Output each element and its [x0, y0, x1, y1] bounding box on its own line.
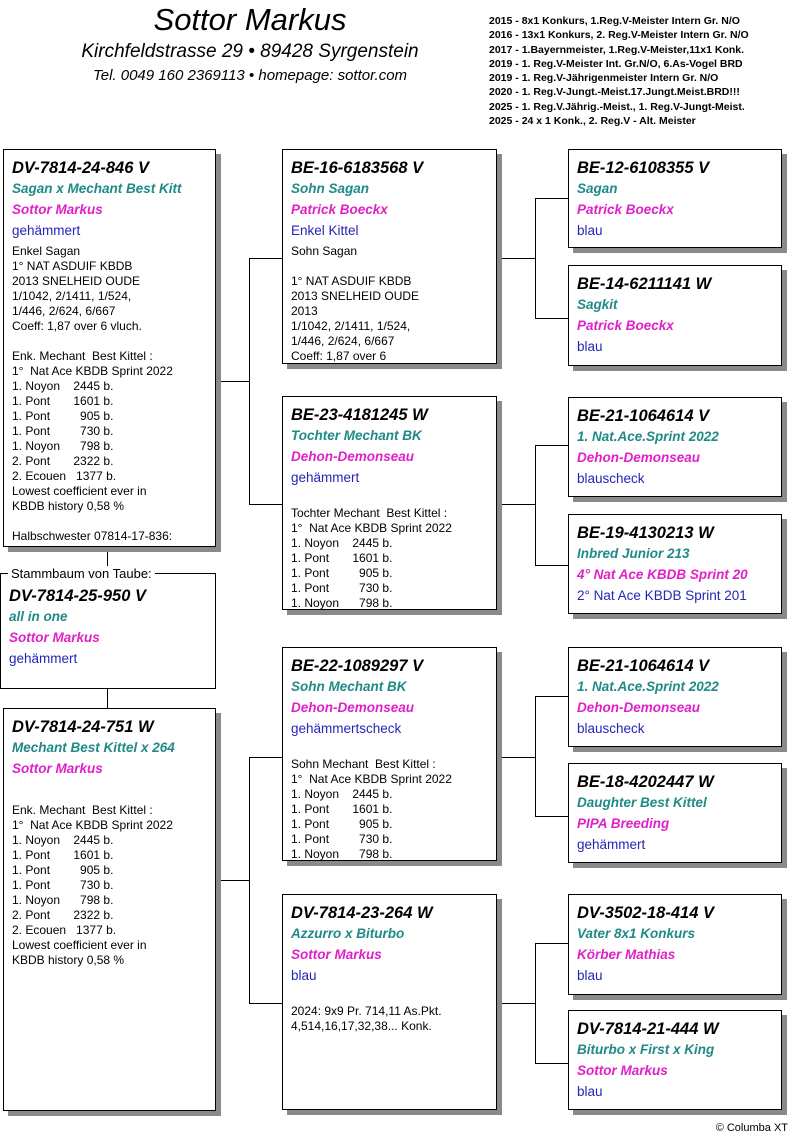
- color: blauscheck: [577, 471, 645, 486]
- pedigree-card-father: [3, 149, 216, 547]
- pedigree-card-ffm: [568, 265, 782, 366]
- breeder-contact: Tel. 0049 160 2369113 • homepage: sottor.com: [92, 67, 408, 84]
- pedigree-card-fmm: [568, 514, 782, 614]
- achievement-item: 2019 - 1. Reg.V-Jährigenmeister Intern Gr. N/O: [489, 72, 719, 85]
- connector-line: [216, 381, 249, 382]
- ring-number: BE-18-4202447 W: [577, 773, 714, 791]
- color: 2° Nat Ace KBDB Sprint 201: [577, 588, 747, 603]
- connector-line: [535, 198, 536, 319]
- connector-line: [535, 943, 568, 944]
- color: gehämmert: [577, 837, 646, 852]
- pedigree-card-mother-dam: [282, 894, 497, 1110]
- connector-line: [497, 1003, 535, 1004]
- ring-number: DV-7814-21-444 W: [577, 1020, 719, 1038]
- pigeon-notes: Sohn Sagan 1° NAT ASDUIF KBDB 2013 SNELHEID OUDE 2013 1/1042, 2/1411, 1/524, 1/446, 2/624, 6/667 Coeff: 1,87 over 6: [291, 244, 420, 363]
- connector-line: [249, 504, 282, 505]
- connector-line: [249, 757, 282, 758]
- ring-number: DV-7814-25-950 V: [9, 587, 146, 605]
- breeder: Sottor Markus: [12, 202, 103, 217]
- pedigree-subject-label: Stammbaum von Taube:: [8, 566, 155, 581]
- pigeon-name: Sagan x Mechant Best Kitt: [12, 181, 182, 196]
- pigeon-notes: Enkel Sagan 1° NAT ASDUIF KBDB 2013 SNELHEID OUDE 1/1042, 2/1411, 1/524, 1/446, 2/624, 6/667 Coeff: 1,87 over 6 vluch. Enk. Mechant Best Kittel : 1° Nat Ace KBDB Sprint 2022 1. Noyon 2445 b. 1. Pont 1601 b. 1. Pont 905 b. 1. Pont 730 b. 1. Noyon 798 b. 2. Pont 2322 b. 2. Ecouen 1377 b. Lowest coefficient ever in KBDB history 0,58 % Halbschwester 07814-17-836:: [12, 244, 173, 543]
- color: gehämmertscheck: [291, 721, 402, 736]
- achievement-item: 2020 - 1. Reg.V-Jungt.-Meist.17.Jungt.Meist.BRD!!!: [489, 86, 740, 99]
- achievement-item: 2015 - 8x1 Konkurs, 1.Reg.V-Meister Intern Gr. N/O: [489, 15, 740, 27]
- copyright-footer: © Columba XT: [715, 1122, 788, 1134]
- breeder: Patrick Boeckx: [577, 318, 674, 333]
- color: blau: [577, 339, 603, 354]
- ring-number: BE-19-4130213 W: [577, 524, 714, 542]
- ring-number: BE-21-1064614 V: [577, 657, 710, 675]
- breeder: Körber Mathias: [577, 947, 676, 962]
- color: blau: [577, 968, 603, 983]
- pigeon-notes: 2024: 9x9 Pr. 714,11 As.Pkt. 4,514,16,17,32,38... Konk.: [291, 1004, 442, 1033]
- breeder: Sottor Markus: [12, 761, 103, 776]
- pigeon-name: Tochter Mechant BK: [291, 428, 422, 443]
- ring-number: BE-21-1064614 V: [577, 407, 710, 425]
- ring-number: BE-22-1089297 V: [291, 657, 424, 675]
- pigeon-name: Inbred Junior 213: [577, 546, 690, 561]
- pedigree-card-mmm: [568, 1010, 782, 1110]
- connector-line: [249, 258, 282, 259]
- breeder: Dehon-Demonseau: [577, 700, 701, 715]
- connector-line: [535, 943, 536, 1064]
- ring-number: DV-3502-18-414 V: [577, 904, 714, 922]
- connector-line: [216, 880, 249, 881]
- connector-line: [107, 688, 108, 708]
- connector-line: [497, 757, 535, 758]
- pedigree-card-father-sire: [282, 149, 497, 364]
- pigeon-notes: Sohn Mechant Best Kittel : 1° Nat Ace KBDB Sprint 2022 1. Noyon 2445 b. 1. Pont 1601 b. 1. Pont 905 b. 1. Pont 730 b. 1. Noyon 798 b.: [291, 757, 452, 861]
- breeder: Dehon-Demonseau: [577, 450, 701, 465]
- connector-line: [535, 445, 568, 446]
- pedigree-card-fmf: [568, 397, 782, 497]
- achievement-item: 2017 - 1.Bayernmeister, 1.Reg.V-Meister,11x1 Konk.: [489, 43, 745, 56]
- breeder-name: Sottor Markus: [153, 2, 347, 37]
- pigeon-name: Sagkit: [577, 297, 618, 312]
- ring-number: BE-12-6108355 V: [577, 159, 710, 177]
- pedigree-card-mfm: [568, 763, 782, 863]
- ring-number: DV-7814-24-846 V: [12, 159, 149, 177]
- pedigree-card-fff: [568, 149, 782, 248]
- achievement-item: 2025 - 1. Reg.V.Jährig.-Meist., 1. Reg.V-Jungt-Meist.: [489, 100, 745, 113]
- pigeon-notes: Enk. Mechant Best Kittel : 1° Nat Ace KBDB Sprint 2022 1. Noyon 2445 b. 1. Pont 1601 b. 1. Pont 905 b. 1. Pont 730 b. 1. Noyon 798 b. 2. Pont 2322 b. 2. Ecouen 1377 b. Lowest coefficient ever in KBDB history 0,58 %: [12, 803, 173, 967]
- ring-number: BE-16-6183568 V: [291, 159, 424, 177]
- pedigree-card-subject: [0, 573, 216, 689]
- connector-line: [497, 504, 535, 505]
- breeder-address: Kirchfeldstrasse 29 • 89428 Syrgenstein: [81, 41, 419, 62]
- connector-line: [535, 816, 568, 817]
- color: gehämmert: [9, 651, 78, 666]
- connector-line: [535, 198, 568, 199]
- breeder: 4° Nat Ace KBDB Sprint 20: [577, 567, 748, 582]
- connector-line: [535, 445, 536, 566]
- connector-line: [249, 1003, 282, 1004]
- pigeon-name: Sohn Sagan: [291, 181, 370, 196]
- color: blauscheck: [577, 721, 645, 736]
- pedigree-card-mother: [3, 708, 216, 1111]
- breeder: Patrick Boeckx: [291, 202, 388, 217]
- connector-line: [535, 565, 568, 566]
- connector-line: [535, 696, 568, 697]
- ring-number: BE-23-4181245 W: [291, 406, 428, 424]
- pigeon-name: Daughter Best Kittel: [577, 795, 707, 810]
- color: gehämmert: [291, 470, 360, 485]
- pigeon-name: 1. Nat.Ace.Sprint 2022: [577, 429, 719, 444]
- pigeon-name: 1. Nat.Ace.Sprint 2022: [577, 679, 719, 694]
- pigeon-name: Azzurro x Biturbo: [291, 926, 405, 941]
- connector-line: [249, 757, 250, 1004]
- pigeon-name: Mechant Best Kittel x 264: [12, 740, 175, 755]
- pigeon-notes: Tochter Mechant Best Kittel : 1° Nat Ace KBDB Sprint 2022 1. Noyon 2445 b. 1. Pont 1601 b. 1. Pont 905 b. 1. Pont 730 b. 1. Noyon 798 b.: [291, 506, 452, 610]
- pedigree-card-father-dam: [282, 396, 497, 610]
- pigeon-name: all in one: [9, 609, 68, 624]
- connector-line: [535, 318, 568, 319]
- ring-number: DV-7814-23-264 W: [291, 904, 433, 922]
- pigeon-name: Sohn Mechant BK: [291, 679, 407, 694]
- color: blau: [577, 223, 603, 238]
- pedigree-card-mmf: [568, 894, 782, 995]
- ring-number: DV-7814-24-751 W: [12, 718, 154, 736]
- connector-line: [249, 258, 250, 505]
- ring-number: BE-14-6211141 W: [577, 275, 712, 293]
- color: gehämmert: [12, 223, 81, 238]
- connector-line: [535, 696, 536, 817]
- pigeon-name: Vater 8x1 Konkurs: [577, 926, 696, 941]
- pigeon-name: Biturbo x First x King: [577, 1042, 715, 1057]
- achievement-item: 2016 - 13x1 Konkurs, 2. Reg.V-Meister Intern Gr. N/O: [489, 29, 749, 42]
- breeder: Sottor Markus: [577, 1063, 668, 1078]
- color: blau: [577, 1084, 603, 1099]
- pigeon-name: Sagan: [577, 181, 618, 196]
- pedigree-card-mff: [568, 647, 782, 747]
- achievements-list: [489, 14, 799, 128]
- breeder: Sottor Markus: [291, 947, 382, 962]
- achievement-item: 2025 - 24 x 1 Konk., 2. Reg.V - Alt. Meister: [489, 115, 696, 128]
- color: [12, 779, 207, 800]
- color: blau: [291, 968, 317, 983]
- breeder: Dehon-Demonseau: [291, 449, 415, 464]
- color: Enkel Kittel: [291, 223, 359, 238]
- breeder: Dehon-Demonseau: [291, 700, 415, 715]
- connector-line: [535, 1063, 568, 1064]
- connector-line: [497, 258, 535, 259]
- breeder: Patrick Boeckx: [577, 202, 674, 217]
- breeder: PIPA Breeding: [577, 816, 670, 831]
- breeder: Sottor Markus: [9, 630, 100, 645]
- pedigree-card-mother-sire: [282, 647, 497, 861]
- achievement-item: 2019 - 1. Reg.V-Meister Int. Gr.N/O, 6.As-Vogel BRD: [489, 57, 743, 70]
